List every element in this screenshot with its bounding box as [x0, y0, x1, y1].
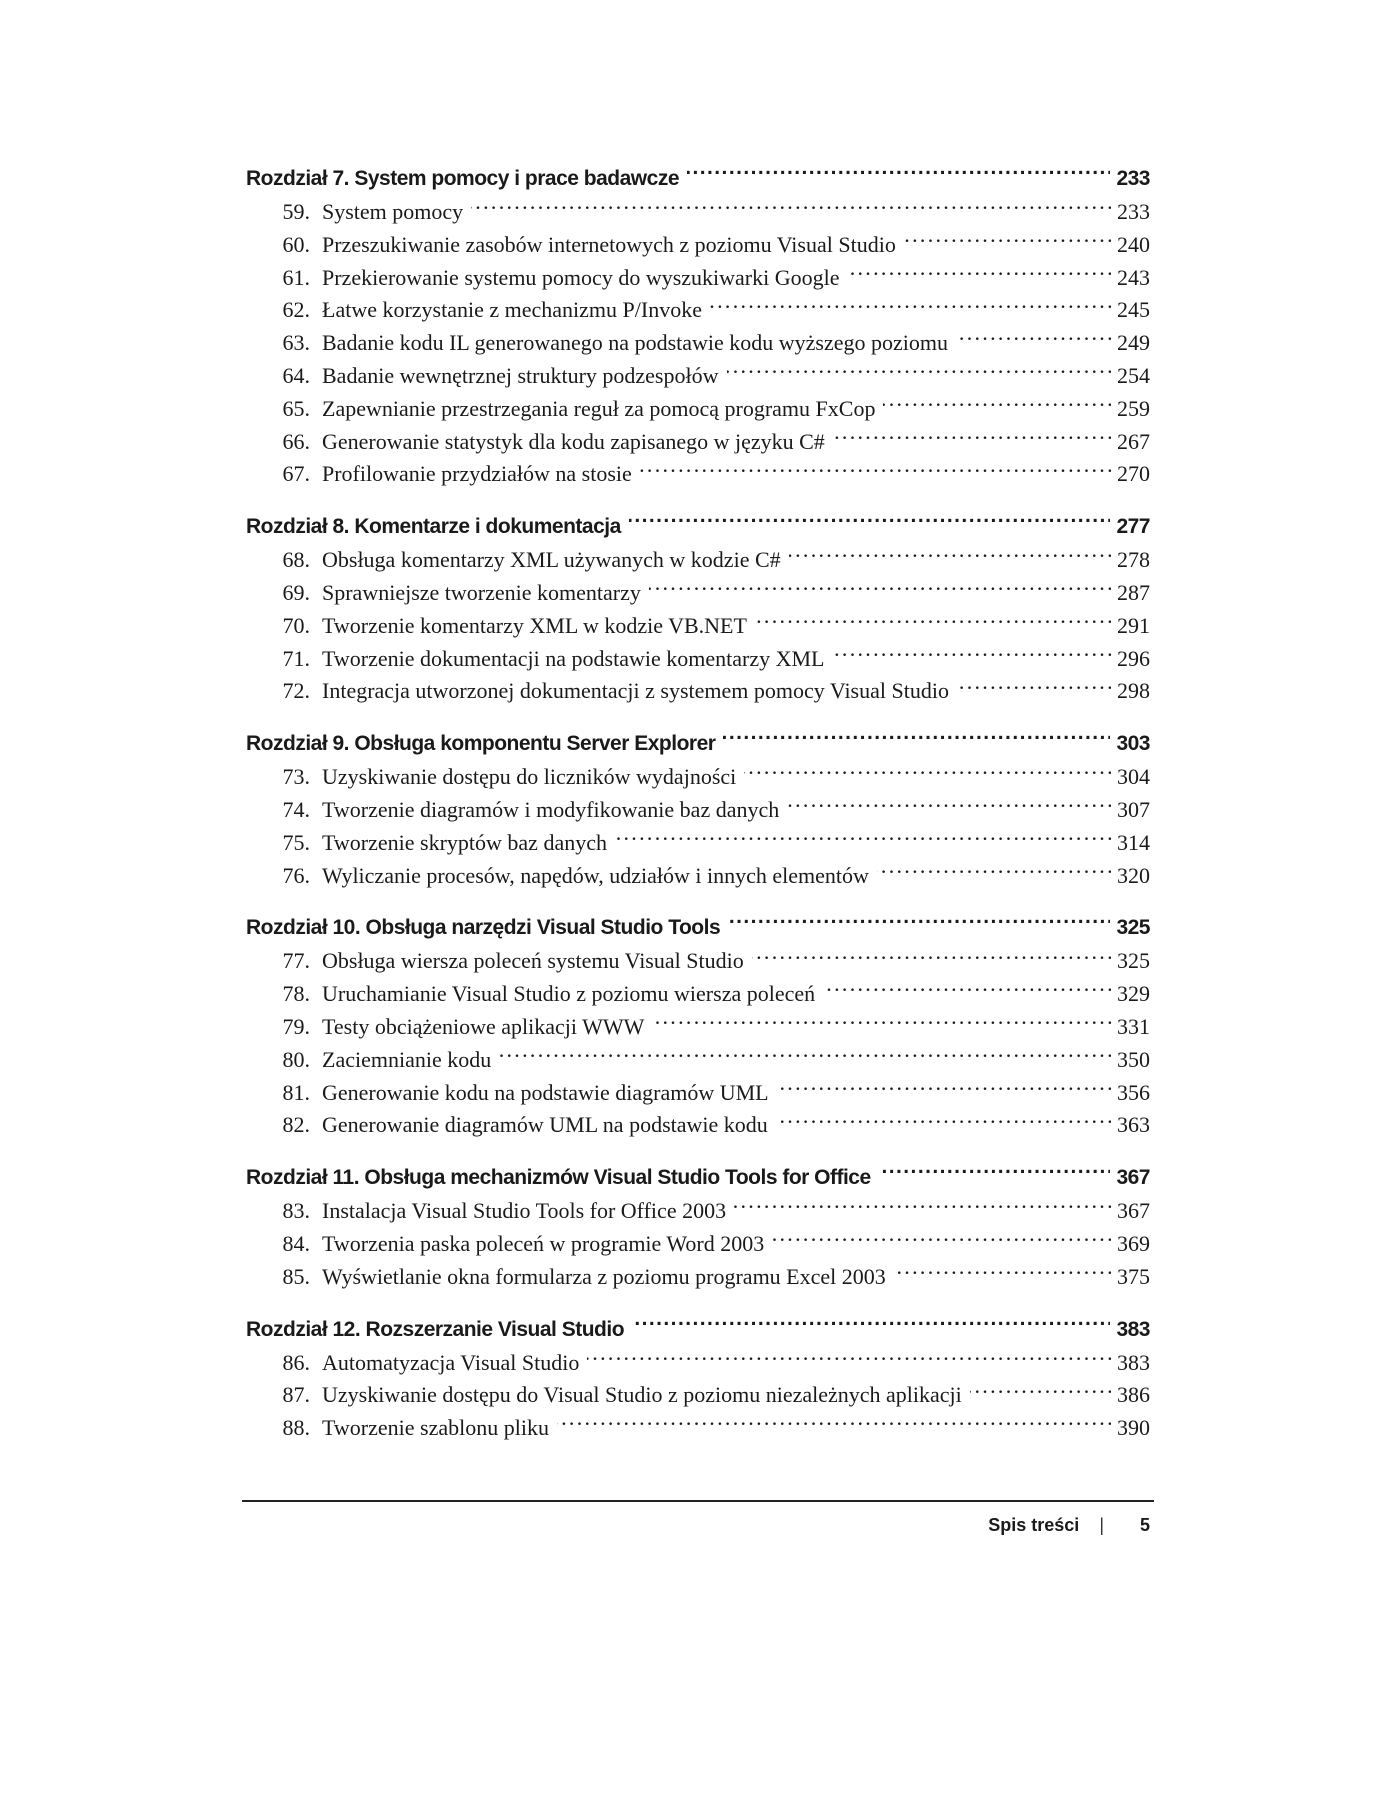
entry-page-number: 325	[1117, 948, 1150, 974]
entry-title: Generowanie statystyk dla kodu zapisanego w języku C#	[322, 428, 825, 454]
entry-title: Wyświetlanie okna formularza z poziomu programu Excel 2003	[322, 1263, 886, 1289]
entry-title: Sprawniejsze tworzenie komentarzy	[322, 579, 641, 605]
dot-leader	[823, 979, 1111, 1001]
entry-page-number: 383	[1117, 1349, 1150, 1375]
entry-page-number: 259	[1117, 395, 1150, 421]
entry-number: 75.	[282, 829, 310, 855]
entry-number: 65.	[282, 395, 310, 421]
entry-title: Uzyskiwanie dostępu do liczników wydajności	[322, 764, 737, 790]
dot-leader	[652, 1012, 1111, 1034]
dot-leader	[723, 729, 1110, 750]
page-footer	[242, 1510, 1154, 1540]
toc-entry[interactable]	[246, 360, 1150, 393]
entry-number: 70.	[282, 612, 310, 638]
dot-leader	[752, 946, 1111, 968]
footer-separator: |	[1099, 1514, 1104, 1535]
entry-number: 85.	[282, 1263, 310, 1289]
toc-entry[interactable]	[246, 794, 1150, 827]
footer-section-title: Spis treści	[988, 1514, 1080, 1535]
entry-page-number: 331	[1117, 1013, 1150, 1039]
entry-title: Tworzenie skryptów baz danych	[322, 829, 607, 855]
entry-page-number: 329	[1117, 981, 1150, 1007]
entry-title: System pomocy	[322, 199, 464, 224]
entry-page-number: 278	[1117, 547, 1150, 573]
chapter-page-number: 303	[1116, 732, 1150, 756]
chapter-heading[interactable]	[246, 911, 1150, 945]
entry-title: Testy obciążeniowe aplikacji WWW	[322, 1013, 645, 1039]
dot-leader	[848, 263, 1112, 285]
toc-entry[interactable]	[246, 1379, 1150, 1412]
footer-rule	[242, 1500, 1154, 1502]
entry-page-number: 240	[1117, 231, 1150, 257]
chapter-page-number: 367	[1116, 1166, 1150, 1190]
dot-leader	[734, 1196, 1111, 1218]
entry-page-number: 245	[1117, 297, 1150, 323]
entry-page-number: 356	[1117, 1079, 1150, 1105]
footer-page-number: 5	[1139, 1514, 1150, 1535]
entry-number: 80.	[282, 1046, 310, 1072]
entry-title: Badanie wewnętrznej struktury podzespołów	[322, 362, 719, 388]
dot-leader	[557, 1413, 1111, 1435]
chapter-section	[246, 727, 1150, 892]
entry-number: 64.	[282, 362, 310, 388]
entry-page-number: 304	[1117, 764, 1150, 790]
dot-leader	[587, 1348, 1111, 1370]
entry-number: 68.	[282, 547, 310, 573]
chapter-heading[interactable]	[246, 510, 1150, 544]
dot-leader	[904, 230, 1111, 252]
table-of-contents	[246, 162, 1150, 1445]
toc-entry[interactable]	[246, 827, 1150, 860]
entry-number: 73.	[282, 764, 310, 790]
entry-title: Tworzenia paska poleceń w programie Word 2003	[322, 1230, 765, 1256]
entry-page-number: 363	[1117, 1112, 1150, 1138]
entry-page-number: 350	[1117, 1046, 1150, 1072]
entry-page-number: 375	[1117, 1263, 1150, 1289]
entry-number: 63.	[282, 330, 310, 356]
toc-entry[interactable]	[246, 196, 1150, 229]
entry-title: Łatwe korzystanie z mechanizmu P/Invoke	[322, 297, 702, 323]
chapter-section	[246, 1313, 1150, 1445]
entry-title: Uzyskiwanie dostępu do Visual Studio z poziomu niezależnych aplikacji	[322, 1382, 962, 1408]
entry-page-number: 243	[1117, 264, 1150, 290]
entry-title: Tworzenie szablonu pliku	[322, 1415, 549, 1441]
toc-entry[interactable]	[246, 327, 1150, 360]
dot-leader	[710, 295, 1111, 317]
dot-leader	[776, 1110, 1111, 1132]
toc-entry[interactable]	[246, 1077, 1150, 1110]
entry-title: Zapewnianie przestrzegania reguł za pomocą programu FxCop	[322, 395, 876, 421]
entry-number: 84.	[282, 1230, 310, 1256]
chapter-title: Rozdział 10. Obsługa narzędzi Visual Studio Tools	[246, 916, 721, 940]
entry-number: 87.	[282, 1382, 310, 1408]
chapter-section	[246, 911, 1150, 1142]
chapter-section	[246, 1161, 1150, 1293]
entry-title: Instalacja Visual Studio Tools for Office 2003	[322, 1198, 727, 1224]
toc-entry[interactable]	[246, 1412, 1150, 1445]
dot-leader	[629, 512, 1111, 533]
entry-page-number: 267	[1117, 428, 1150, 454]
entry-page-number: 386	[1117, 1382, 1150, 1408]
dot-leader	[777, 1078, 1111, 1100]
toc-entry[interactable]	[246, 643, 1150, 676]
entry-number: 83.	[282, 1198, 310, 1224]
chapter-heading[interactable]	[246, 727, 1150, 761]
chapter-title: Rozdział 8. Komentarze i dokumentacja	[246, 515, 621, 539]
chapter-title: Rozdział 9. Obsługa komponentu Server Explorer	[246, 732, 716, 756]
entry-page-number: 307	[1117, 796, 1150, 822]
entry-page-number: 249	[1117, 330, 1150, 356]
entry-page-number: 390	[1117, 1415, 1150, 1441]
entry-title: Przeszukiwanie zasobów internetowych z poziomu Visual Studio	[322, 231, 896, 257]
dot-leader	[615, 828, 1111, 850]
chapter-page-number: 325	[1116, 916, 1150, 940]
entry-title: Tworzenie diagramów i modyfikowanie baz danych	[322, 796, 780, 822]
entry-number: 61.	[282, 264, 310, 290]
toc-entry[interactable]	[246, 1261, 1150, 1294]
entry-number: 88.	[282, 1415, 310, 1441]
chapter-heading[interactable]	[246, 1161, 1150, 1195]
entry-title: Integracja utworzonej dokumentacji z systemem pomocy Visual Studio	[322, 678, 949, 704]
toc-entry[interactable]	[246, 610, 1150, 643]
toc-entry[interactable]	[246, 393, 1150, 426]
entry-number: 76.	[282, 862, 310, 888]
entry-page-number: 287	[1117, 579, 1150, 605]
chapter-heading[interactable]	[246, 162, 1150, 196]
entry-number: 86.	[282, 1349, 310, 1375]
toc-entry[interactable]	[246, 860, 1150, 893]
toc-entry[interactable]	[246, 978, 1150, 1011]
chapter-title: Rozdział 12. Rozszerzanie Visual Studio	[246, 1317, 625, 1341]
toc-entry[interactable]	[246, 426, 1150, 459]
chapter-section	[246, 510, 1150, 708]
dot-leader	[471, 197, 1111, 219]
toc-entry[interactable]	[246, 1109, 1150, 1142]
entry-title: Tworzenie dokumentacji na podstawie komentarzy XML	[322, 645, 825, 671]
entry-page-number: 254	[1117, 362, 1150, 388]
dot-leader	[728, 913, 1110, 934]
dot-leader	[744, 762, 1111, 784]
dot-leader	[499, 1045, 1111, 1067]
toc-entry[interactable]	[246, 675, 1150, 708]
entry-title: Wyliczanie procesów, napędów, udziałów i innych elementów	[322, 862, 869, 888]
toc-entry[interactable]	[246, 945, 1150, 978]
toc-entry[interactable]	[246, 1347, 1150, 1380]
entry-title: Uruchamianie Visual Studio z poziomu wiersza poleceń	[322, 981, 816, 1007]
entry-number: 60.	[282, 231, 310, 257]
chapter-title: Rozdział 7. System pomocy i prace badawcze	[246, 167, 679, 190]
entry-number: 66.	[282, 428, 310, 454]
entry-title: Generowanie diagramów UML na podstawie kodu	[322, 1112, 768, 1138]
chapter-page-number: 277	[1116, 515, 1150, 539]
chapter-section	[246, 162, 1150, 491]
entry-number: 79.	[282, 1013, 310, 1039]
entry-number: 69.	[282, 579, 310, 605]
toc-entry[interactable]	[246, 229, 1150, 262]
entry-title: Tworzenie komentarzy XML w kodzie VB.NET	[322, 612, 747, 638]
entry-page-number: 298	[1117, 678, 1150, 704]
entry-number: 82.	[282, 1112, 310, 1138]
dot-leader	[877, 861, 1111, 883]
entry-number: 71.	[282, 645, 310, 671]
dot-leader	[832, 644, 1111, 666]
entry-title: Obsługa komentarzy XML używanych w kodzie C#	[322, 547, 781, 573]
entry-title: Automatyzacja Visual Studio	[322, 1349, 580, 1375]
dot-leader	[649, 578, 1111, 600]
chapter-title: Rozdział 11. Obsługa mechanizmów Visual Studio Tools for Office	[246, 1166, 871, 1190]
chapter-page-number: 383	[1116, 1317, 1150, 1341]
dot-leader	[789, 545, 1111, 567]
entry-number: 81.	[282, 1079, 310, 1105]
dot-leader	[787, 795, 1111, 817]
dot-leader	[956, 328, 1111, 350]
entry-page-number: 270	[1117, 461, 1150, 487]
toc-entry[interactable]	[246, 1044, 1150, 1077]
dot-leader	[755, 611, 1111, 633]
dot-leader	[970, 1380, 1111, 1402]
entry-number: 74.	[282, 796, 310, 822]
entry-page-number: 291	[1117, 612, 1150, 638]
entry-page-number: 369	[1117, 1230, 1150, 1256]
toc-entry[interactable]	[246, 577, 1150, 610]
toc-entry[interactable]	[246, 458, 1150, 491]
toc-entry[interactable]	[246, 761, 1150, 794]
entry-title: Badanie kodu IL generowanego na podstawie kodu wyższego poziomu	[322, 330, 949, 356]
entry-page-number: 233	[1117, 199, 1150, 224]
entry-number: 78.	[282, 981, 310, 1007]
toc-entry[interactable]	[246, 1228, 1150, 1261]
toc-entry[interactable]	[246, 1011, 1150, 1044]
chapter-heading[interactable]	[246, 1313, 1150, 1347]
dot-leader	[957, 676, 1111, 698]
entry-number: 72.	[282, 678, 310, 704]
entry-number: 77.	[282, 948, 310, 974]
dot-leader	[640, 459, 1111, 481]
dot-leader	[883, 394, 1111, 416]
entry-title: Zaciemnianie kodu	[322, 1046, 492, 1072]
dot-leader	[894, 1262, 1111, 1284]
entry-page-number: 367	[1117, 1198, 1150, 1224]
dot-leader	[727, 361, 1112, 383]
dot-leader	[833, 427, 1111, 449]
toc-entry[interactable]	[246, 262, 1150, 295]
entry-number: 62.	[282, 297, 310, 323]
dot-leader	[687, 164, 1110, 185]
entry-title: Obsługa wiersza poleceń systemu Visual Studio	[322, 948, 744, 974]
entry-title: Profilowanie przydziałów na stosie	[322, 461, 632, 487]
entry-number: 59.	[282, 199, 310, 224]
toc-entry[interactable]	[246, 294, 1150, 327]
dot-leader	[772, 1229, 1111, 1251]
chapter-page-number: 233	[1116, 167, 1150, 190]
dot-leader	[879, 1163, 1111, 1184]
toc-entry[interactable]	[246, 1195, 1150, 1228]
entry-title: Przekierowanie systemu pomocy do wyszukiwarki Google	[322, 264, 840, 290]
toc-entry[interactable]	[246, 544, 1150, 577]
dot-leader	[632, 1315, 1110, 1336]
entry-page-number: 320	[1117, 862, 1150, 888]
entry-page-number: 296	[1117, 645, 1150, 671]
entry-number: 67.	[282, 461, 310, 487]
entry-title: Generowanie kodu na podstawie diagramów UML	[322, 1079, 769, 1105]
entry-page-number: 314	[1117, 829, 1150, 855]
